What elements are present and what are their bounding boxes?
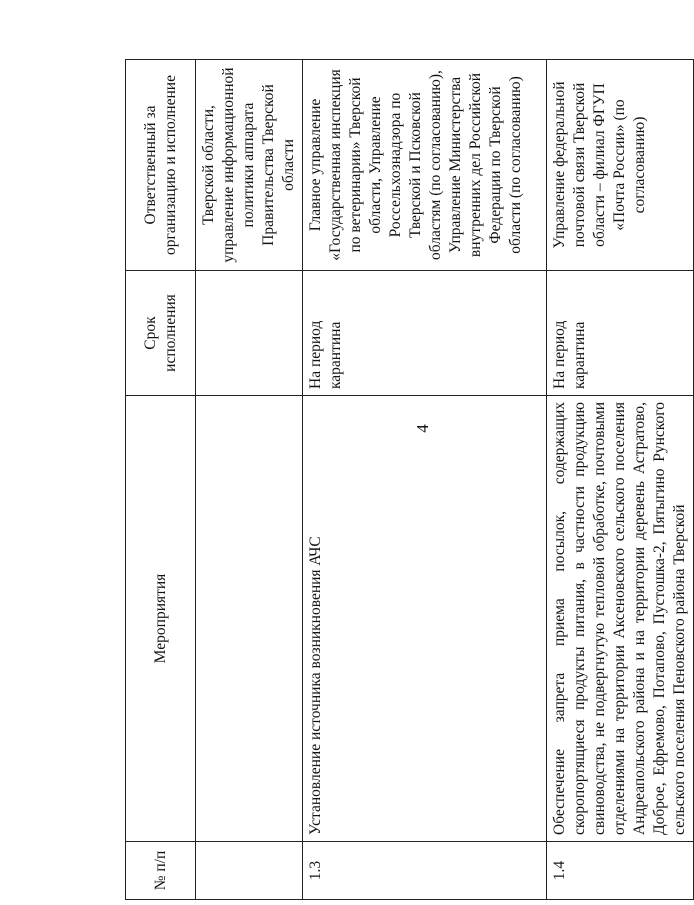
table-row (303, 60, 547, 900)
row-num (196, 842, 303, 900)
row-measure (196, 396, 303, 842)
row-measure: Обеспечение запрета приема посылок, содержащих скоропортящиеся продукты питания, в частности продукцию свиноводства, не подвергнутую тепловой обработке, почтовыми отделениями на территории Аксеновского сельского поселения Андреапольского района и на территории деревень Астратово, Доброе, Ефремово, Потапово, Пустошка-2, Пятыгино Рунского сельского поселения Пеновского района Тверской (547, 396, 694, 842)
rotated-table-wrapper (125, 60, 688, 900)
row-num: 1.4 (547, 842, 694, 900)
row-deadline: На период карантина (303, 271, 547, 396)
table-header-row (126, 60, 196, 900)
row-measure: Установление источника возникновения АЧС (303, 396, 547, 842)
row-responsible: Тверской области, управление информационной политики аппарата Правительства Тверской области (196, 60, 303, 271)
row-num: 1.3 (303, 842, 547, 900)
row-deadline (196, 271, 303, 396)
page-number: 4 (412, 424, 432, 433)
row-deadline: На период карантина (547, 271, 694, 396)
row-responsible: Управление федеральной почтовой связи Тверской области – филиал ФГУП «Почта России» (по согласованию) (547, 60, 694, 271)
header-measures: Мероприятия (126, 396, 196, 842)
table-row (547, 60, 694, 900)
row-responsible: Главное управление «Государственная инспекция по ветеринарии» Тверской области, Управление Россельхознадзора по Тверской и Псковской областям (по согласованию), Управление Министерства внутренних дел Российской Федерации по Тверской области (по согласованию) (303, 60, 547, 271)
header-num: № п/п (126, 842, 196, 900)
table-row (196, 60, 303, 900)
header-responsible: Ответственный за организацию и исполнение (126, 60, 196, 271)
measures-table (125, 59, 694, 900)
header-deadline: Срок исполнения (126, 271, 196, 396)
